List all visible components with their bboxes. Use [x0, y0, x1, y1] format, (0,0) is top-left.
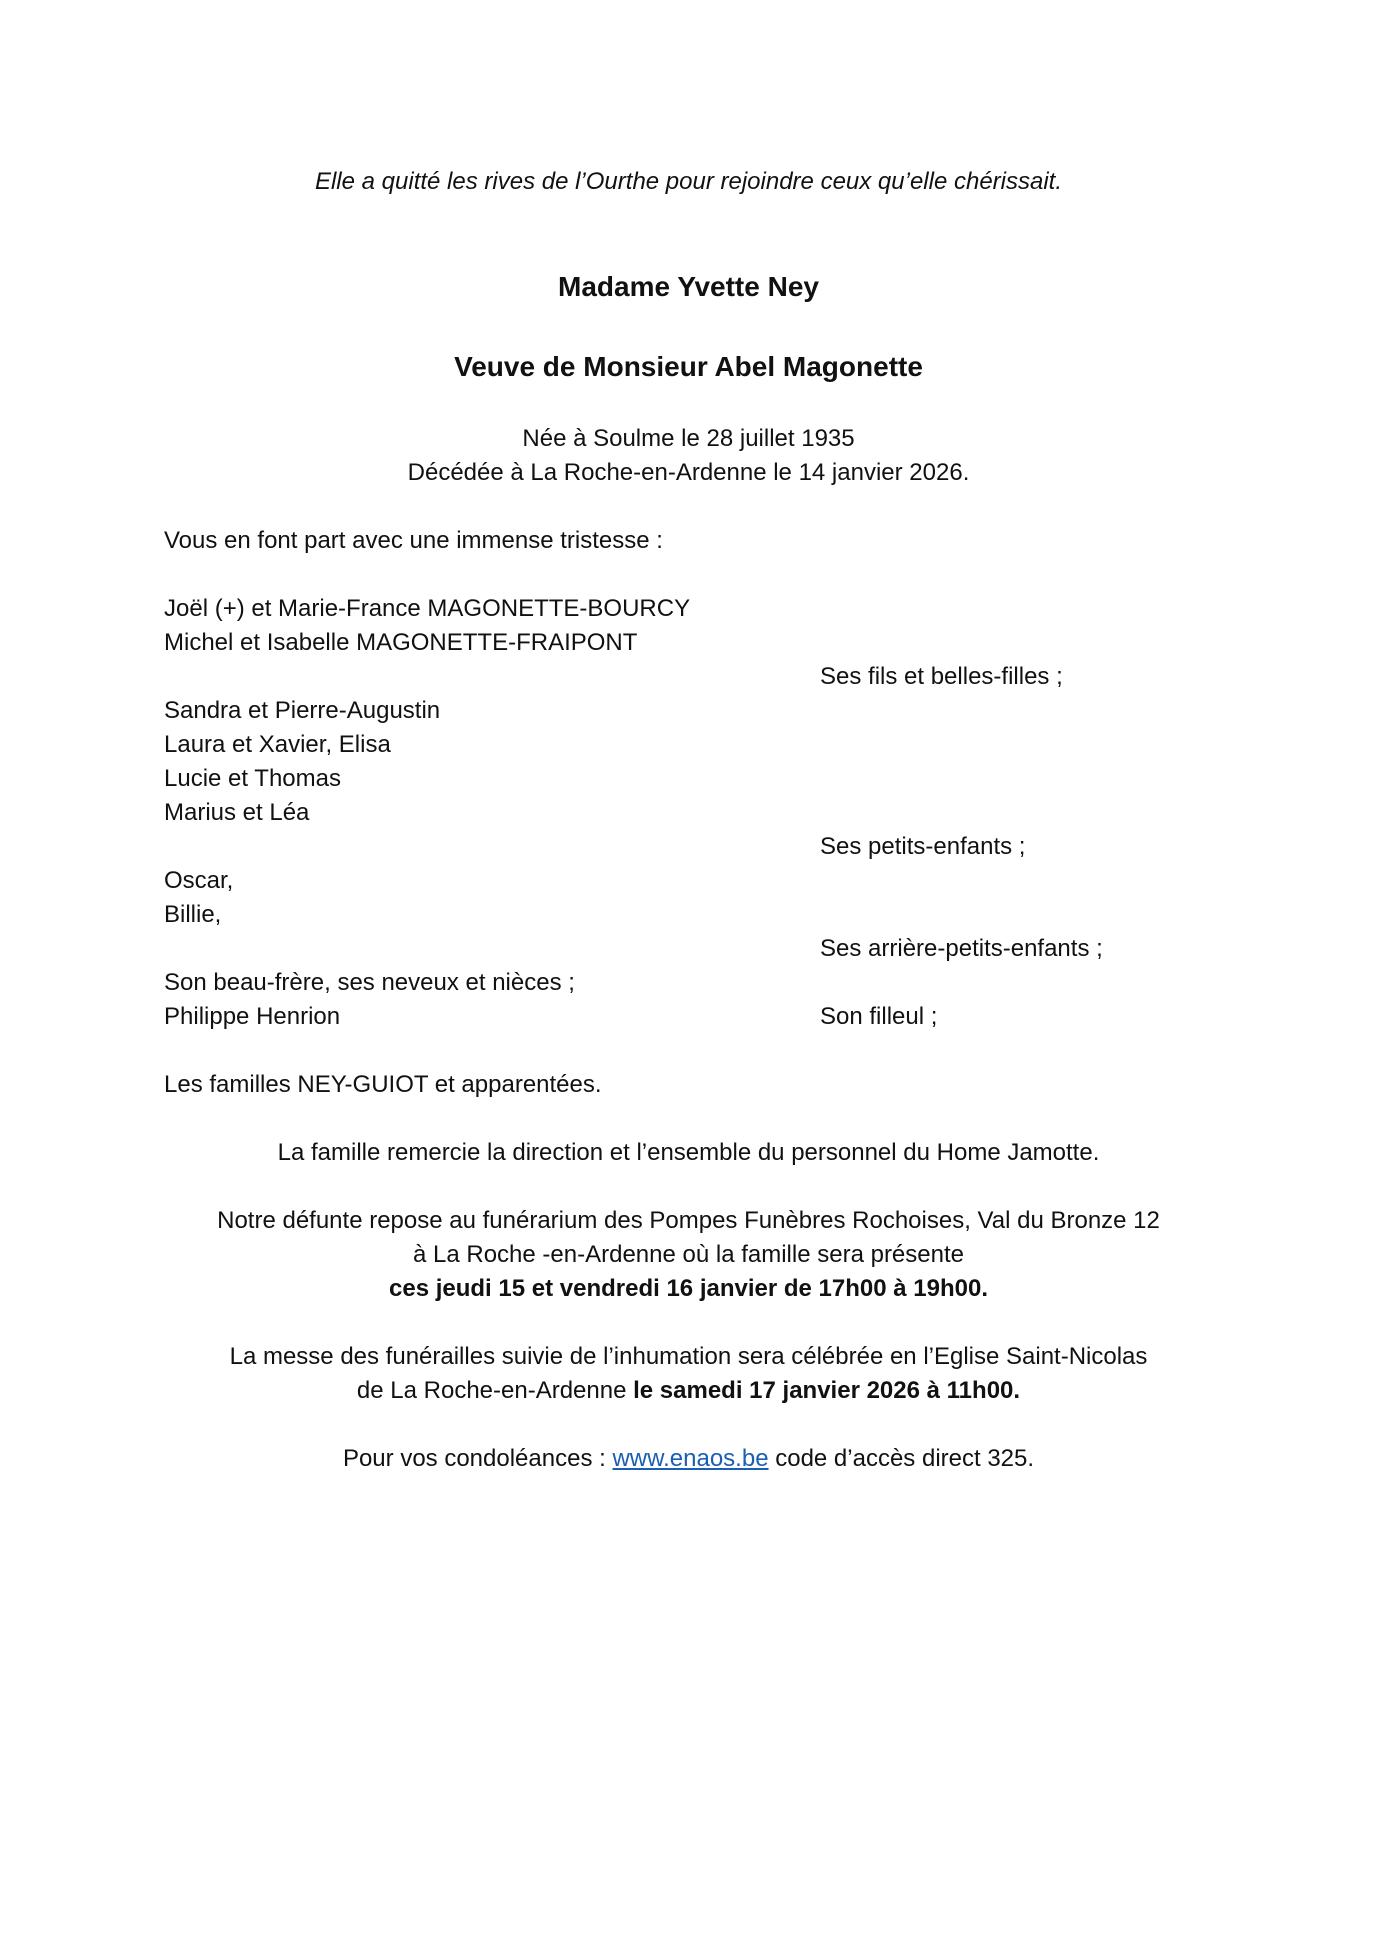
visitation-dates: ces jeudi 15 et vendredi 16 janvier de 17h00 à 19h00. [389, 1275, 988, 1302]
son-entry: Michel et Isabelle MAGONETTE-FRAIPONT [164, 629, 638, 656]
condolences-prefix: Pour vos condoléances : [342, 1445, 613, 1472]
grandchild-entry: Lucie et Thomas [164, 765, 341, 792]
widow-of: Veuve de Monsieur Abel Magonette [454, 351, 923, 382]
birth-info: Née à Soulme le 28 juillet 1935 [522, 425, 855, 452]
visitation-line-2: à La Roche -en-Ardenne où la famille sera présente [413, 1241, 964, 1268]
in-laws-entry: Son beau-frère, ses neveux et nièces ; [164, 969, 575, 996]
son-entry: Joël (+) et Marie-France MAGONETTE-BOURCY [164, 595, 691, 622]
funeral-line-1: La messe des funérailles suivie de l’inhumation sera célébrée en l’Eglise Saint-Nicolas [229, 1343, 1148, 1370]
condolences-link[interactable]: www.enaos.be [612, 1445, 769, 1472]
great-grandchildren-label: Ses arrière-petits-enfants ; [820, 935, 1103, 962]
announcement-intro: Vous en font part avec une immense tristesse : [164, 527, 663, 554]
death-info: Décédée à La Roche-en-Ardenne le 14 janvier 2026. [407, 459, 970, 486]
funeral-line-2 [0, 1374, 1377, 1408]
grandchild-entry: Sandra et Pierre-Augustin [164, 697, 441, 724]
funeral-date: le samedi 17 janvier 2026 à 11h00. [633, 1377, 1021, 1404]
godson-entry: Philippe Henrion [164, 1003, 341, 1030]
great-grandchild-entry: Billie, [164, 901, 222, 928]
epigraph: Elle a quitté les rives de l’Ourthe pour rejoindre ceux qu’elle chérissait. [314, 168, 1063, 195]
thanks-text: La famille remercie la direction et l’ensemble du personnel du Home Jamotte. [277, 1139, 1100, 1166]
great-grandchild-entry: Oscar, [164, 867, 234, 894]
funeral-location: de La Roche-en-Ardenne [356, 1377, 634, 1404]
visitation-line-1: Notre défunte repose au funérarium des Pompes Funèbres Rochoises, Val du Bronze 12 [217, 1207, 1160, 1234]
sons-label: Ses fils et belles-filles ; [820, 663, 1063, 690]
grandchild-entry: Laura et Xavier, Elisa [164, 731, 391, 758]
condolences-line [0, 1442, 1377, 1476]
grandchild-entry: Marius et Léa [164, 799, 310, 826]
condolences-suffix: code d’accès direct 325. [768, 1445, 1035, 1472]
godson-label: Son filleul ; [820, 1003, 938, 1030]
deceased-name: Madame Yvette Ney [558, 271, 819, 302]
grandchildren-label: Ses petits-enfants ; [820, 833, 1026, 860]
families-entry: Les familles NEY-GUIOT et apparentées. [164, 1071, 602, 1098]
